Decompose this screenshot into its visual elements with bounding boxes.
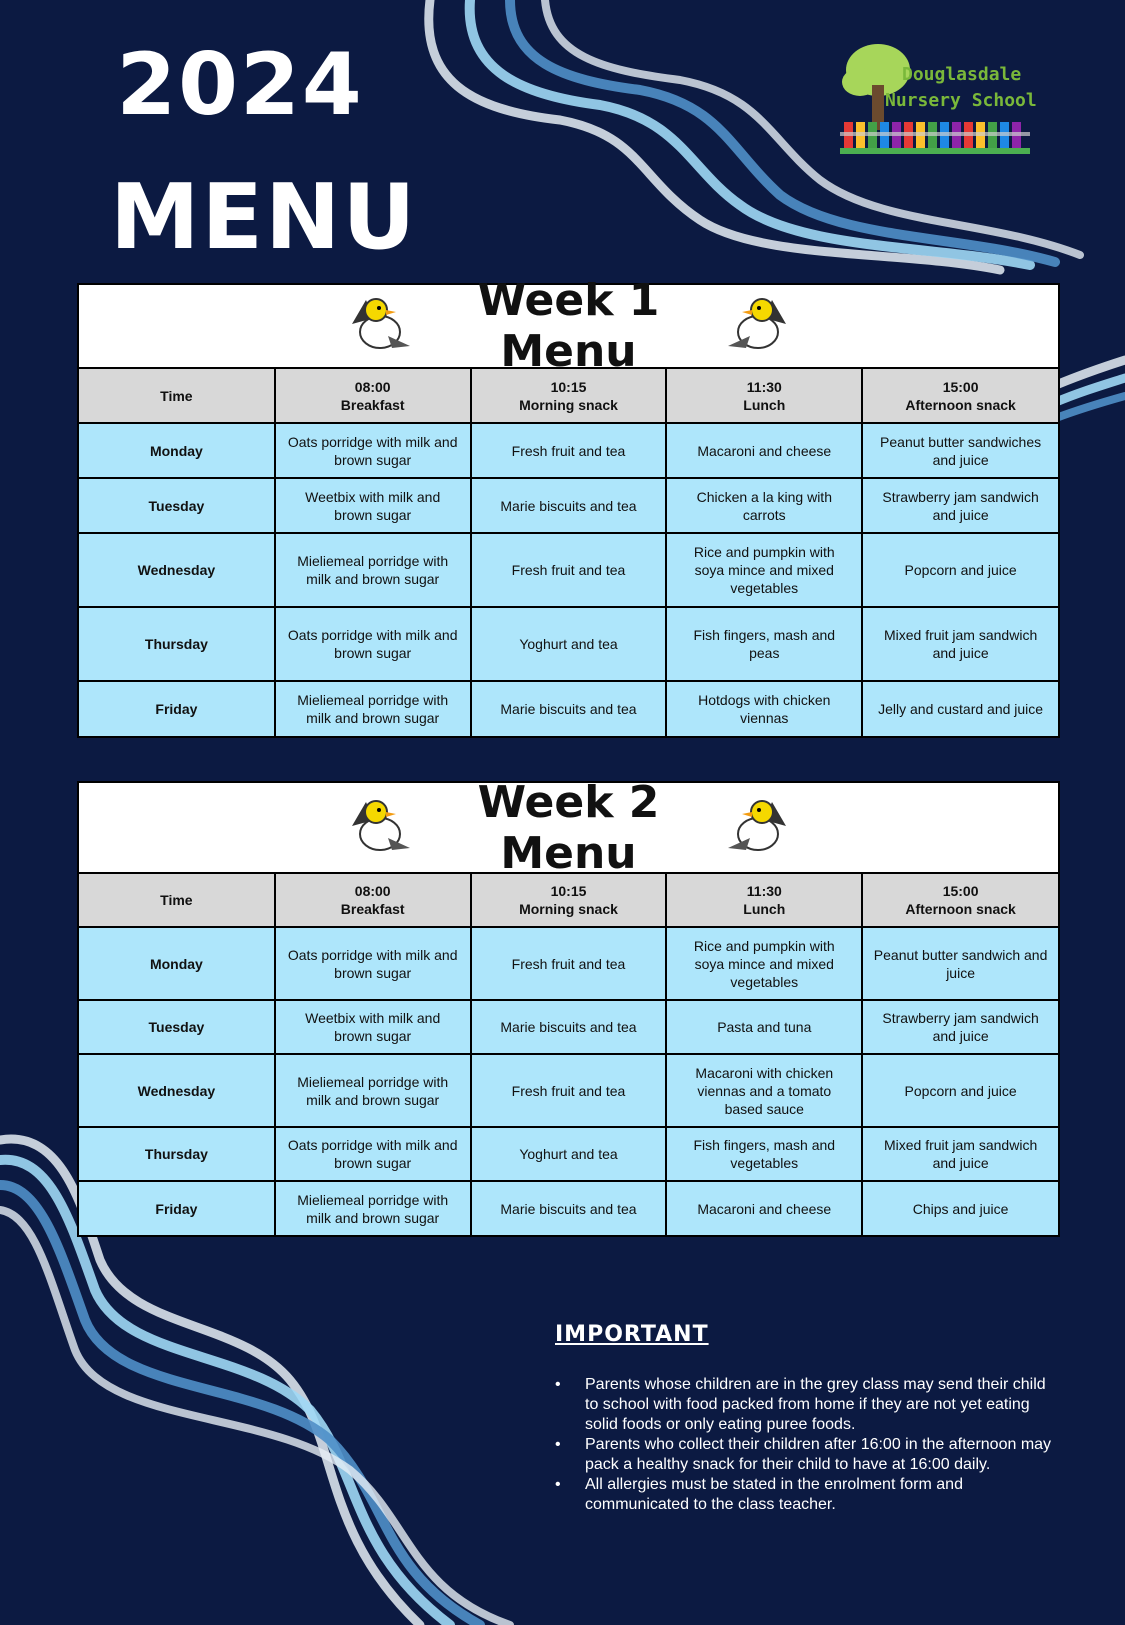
list-item: • Parents whose children are in the grey class may send their child to school with food packed from home if they are not yet eating solid foods or only eating puree foods.	[555, 1375, 1055, 1435]
week-1-header	[79, 275, 1058, 377]
header-breakfast: 08:00 Breakfast	[275, 874, 471, 927]
table-row	[79, 927, 1058, 1000]
header-afternoon-snack: 15:00 Afternoon snack	[862, 369, 1058, 423]
day-cell: Wednesday	[79, 1054, 275, 1127]
lunch-cell: Macaroni with chicken viennas and a tomato based sauce	[666, 1054, 862, 1127]
lunch-cell: Chicken a la king with carrots	[666, 478, 862, 533]
day-cell: Monday	[79, 423, 275, 478]
school-logo	[840, 40, 1060, 155]
header-lunch: 11:30 Lunch	[666, 369, 862, 423]
day-cell: Thursday	[79, 1127, 275, 1181]
lunch-cell: Fish fingers, mash and peas	[666, 607, 862, 681]
header-morning-snack: 10:15 Morning snack	[471, 369, 667, 423]
header-lunch: 11:30 Lunch	[666, 874, 862, 927]
morning-snack-cell: Marie biscuits and tea	[471, 1000, 667, 1054]
wave-bottom-4	[0, 1210, 510, 1625]
important-title: IMPORTANT	[555, 1322, 709, 1347]
table-header-row	[79, 874, 1058, 927]
morning-snack-cell: Marie biscuits and tea	[471, 478, 667, 533]
day-cell: Tuesday	[79, 1000, 275, 1054]
afternoon-snack-cell: Popcorn and juice	[862, 533, 1058, 607]
table-row	[79, 1181, 1058, 1235]
morning-snack-cell: Marie biscuits and tea	[471, 681, 667, 736]
morning-snack-cell: Yoghurt and tea	[471, 607, 667, 681]
day-cell: Tuesday	[79, 478, 275, 533]
breakfast-cell: Oats porridge with milk and brown sugar	[275, 423, 471, 478]
breakfast-cell: Oats porridge with milk and brown sugar	[275, 1127, 471, 1181]
table-row	[79, 1000, 1058, 1054]
table-row	[79, 423, 1058, 478]
breakfast-cell: Mieliemeal porridge with milk and brown sugar	[275, 681, 471, 736]
bird-icon	[344, 796, 414, 860]
breakfast-cell: Weetbix with milk and brown sugar	[275, 1000, 471, 1054]
table-row	[79, 681, 1058, 736]
week-2-title: Week 2 Menu	[477, 776, 660, 879]
morning-snack-cell: Marie biscuits and tea	[471, 1181, 667, 1235]
week-1-title: Week 1 Menu	[477, 275, 660, 377]
week-2-menu	[77, 776, 1060, 1237]
day-cell: Wednesday	[79, 533, 275, 607]
afternoon-snack-cell: Chips and juice	[862, 1181, 1058, 1235]
bird-icon	[724, 294, 794, 358]
lunch-cell: Macaroni and cheese	[666, 1181, 862, 1235]
logo-line-2: Nursery School	[885, 90, 1037, 111]
lunch-cell: Fish fingers, mash and vegetables	[666, 1127, 862, 1181]
breakfast-cell: Weetbix with milk and brown sugar	[275, 478, 471, 533]
morning-snack-cell: Yoghurt and tea	[471, 1127, 667, 1181]
lunch-cell: Hotdogs with chicken viennas	[666, 681, 862, 736]
morning-snack-cell: Fresh fruit and tea	[471, 423, 667, 478]
lunch-cell: Pasta and tuna	[666, 1000, 862, 1054]
breakfast-cell: Mieliemeal porridge with milk and brown sugar	[275, 1181, 471, 1235]
morning-snack-cell: Fresh fruit and tea	[471, 927, 667, 1000]
table-row	[79, 607, 1058, 681]
table-row	[79, 1054, 1058, 1127]
title-year: 2024	[116, 35, 364, 135]
lunch-cell: Rice and pumpkin with soya mince and mixed vegetables	[666, 533, 862, 607]
table-row	[79, 478, 1058, 533]
title-menu: MENU	[110, 165, 418, 270]
day-cell: Friday	[79, 681, 275, 736]
table-header-row	[79, 369, 1058, 423]
afternoon-snack-cell: Peanut butter sandwich and juice	[862, 927, 1058, 1000]
afternoon-snack-cell: Mixed fruit jam sandwich and juice	[862, 607, 1058, 681]
afternoon-snack-cell: Strawberry jam sandwich and juice	[862, 1000, 1058, 1054]
morning-snack-cell: Fresh fruit and tea	[471, 533, 667, 607]
bird-icon	[344, 294, 414, 358]
table-row	[79, 533, 1058, 607]
afternoon-snack-cell: Strawberry jam sandwich and juice	[862, 478, 1058, 533]
afternoon-snack-cell: Peanut butter sandwiches and juice	[862, 423, 1058, 478]
lunch-cell: Macaroni and cheese	[666, 423, 862, 478]
week-1-table	[79, 369, 1058, 736]
breakfast-cell: Oats porridge with milk and brown sugar	[275, 927, 471, 1000]
afternoon-snack-cell: Mixed fruit jam sandwich and juice	[862, 1127, 1058, 1181]
day-cell: Friday	[79, 1181, 275, 1235]
week-1-menu	[77, 275, 1060, 738]
important-notes	[555, 1322, 1055, 1515]
morning-snack-cell: Fresh fruit and tea	[471, 1054, 667, 1127]
list-item: • Parents who collect their children after 16:00 in the afternoon may pack a healthy snack for their child to have at 16:00 daily.	[555, 1435, 1055, 1475]
header-time: Time	[79, 369, 275, 423]
wave-bottom-3	[0, 1185, 480, 1625]
afternoon-snack-cell: Popcorn and juice	[862, 1054, 1058, 1127]
breakfast-cell: Oats porridge with milk and brown sugar	[275, 607, 471, 681]
table-row	[79, 1127, 1058, 1181]
afternoon-snack-cell: Jelly and custard and juice	[862, 681, 1058, 736]
logo-line-1: Douglasdale	[902, 64, 1022, 85]
week-2-table	[79, 874, 1058, 1235]
header-breakfast: 08:00 Breakfast	[275, 369, 471, 423]
lunch-cell: Rice and pumpkin with soya mince and mixed vegetables	[666, 927, 862, 1000]
day-cell: Thursday	[79, 607, 275, 681]
important-list	[555, 1375, 1055, 1515]
breakfast-cell: Mieliemeal porridge with milk and brown sugar	[275, 1054, 471, 1127]
breakfast-cell: Mieliemeal porridge with milk and brown sugar	[275, 533, 471, 607]
day-cell: Monday	[79, 927, 275, 1000]
bird-icon	[724, 796, 794, 860]
week-2-header	[79, 776, 1058, 879]
header-time: Time	[79, 874, 275, 927]
list-item: • All allergies must be stated in the enrolment form and communicated to the class teacher.	[555, 1475, 1055, 1515]
header-afternoon-snack: 15:00 Afternoon snack	[862, 874, 1058, 927]
header-morning-snack: 10:15 Morning snack	[471, 874, 667, 927]
